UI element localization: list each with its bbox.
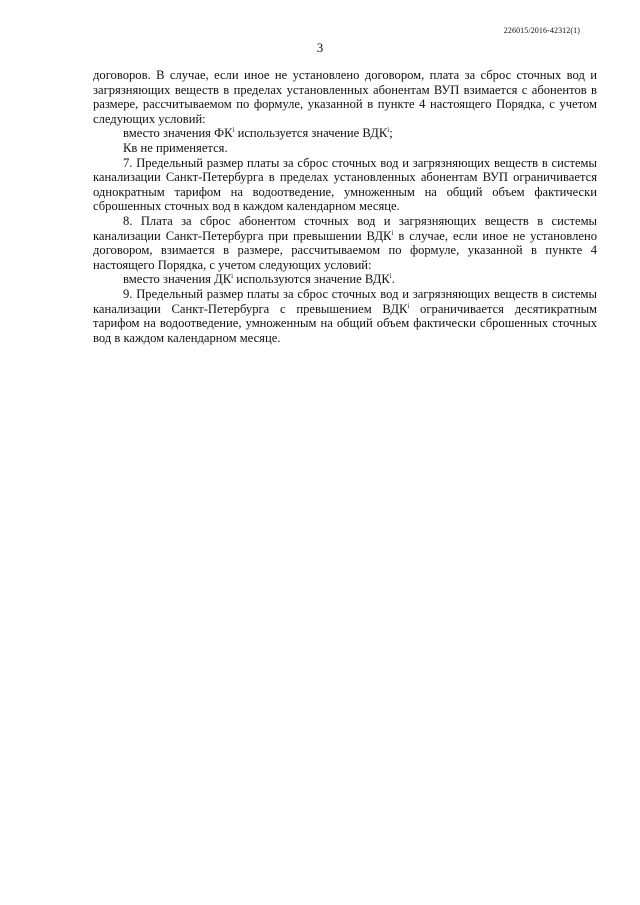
page-number: 3 — [316, 40, 324, 55]
superscript-i: i — [231, 272, 234, 281]
superscript-i: i — [232, 126, 235, 135]
paragraph-condition-fk — [93, 126, 597, 141]
paragraph-item-9 — [93, 287, 597, 345]
superscript-i: i — [387, 126, 390, 135]
document-body — [93, 68, 597, 345]
text-fragment: 8. Плата за сброс абонентом сточных вод и загрязняющих веществ в системы канализации Санкт-Петербурга при превышении ВДК — [93, 213, 597, 243]
paragraph-condition-kv: Кв не применяется. — [123, 140, 228, 155]
text-fragment: ; — [389, 126, 393, 141]
text-fragment: используются значение ВДК — [233, 272, 390, 287]
paragraph-item-8 — [93, 214, 597, 272]
paragraph-item-7: 7. Предельный размер платы за сброс сточных вод и загрязняющих веществ в системы канализации Санкт-Петербурга в пределах установленных абонентам ВУП ограничивается однократным тарифом на водоотведение, умноженным на общий объем фактически сброшенных сточных вод в каждом календарном месяце. — [93, 155, 597, 214]
superscript-i: i — [407, 301, 410, 310]
superscript-i: i — [389, 272, 392, 281]
text-fragment: вместо значения ФК — [123, 126, 233, 141]
paragraph-continuation: договоров. В случае, если иное не установлено договором, плата за сброс сточных вод и загрязняющих веществ в пределах установленных абонентам ВУП взимается с абонентов в размере, рассчитываемом по формуле, указанной в пункте 4 настоящего Порядка, с учетом следующих условий: — [93, 68, 597, 126]
text-fragment: ограничивается десятикратным тарифом на водоотведение, умноженным на общий объем фактически сброшенных сточных вод в каждом календарном месяце. — [93, 301, 597, 345]
text-fragment: используется значение ВДК — [234, 126, 388, 141]
text-fragment: . — [391, 272, 395, 287]
document-id: 226015/2016-42312(1) — [503, 26, 580, 35]
text-fragment: вместо значения ДК — [123, 272, 232, 287]
superscript-i: i — [391, 228, 394, 237]
text-fragment: 9. Предельный размер платы за сброс сточных вод и загрязняющих веществ в системы канализации Санкт-Петербурга с превышением ВДК — [93, 286, 597, 316]
paragraph-condition-dk — [93, 272, 597, 287]
text-fragment: в случае, если иное не установлено договором, взимается в размере, рассчитываемом по формуле, указанной в пункте 4 настоящего Порядка, с учетом следующих условий: — [93, 228, 597, 272]
